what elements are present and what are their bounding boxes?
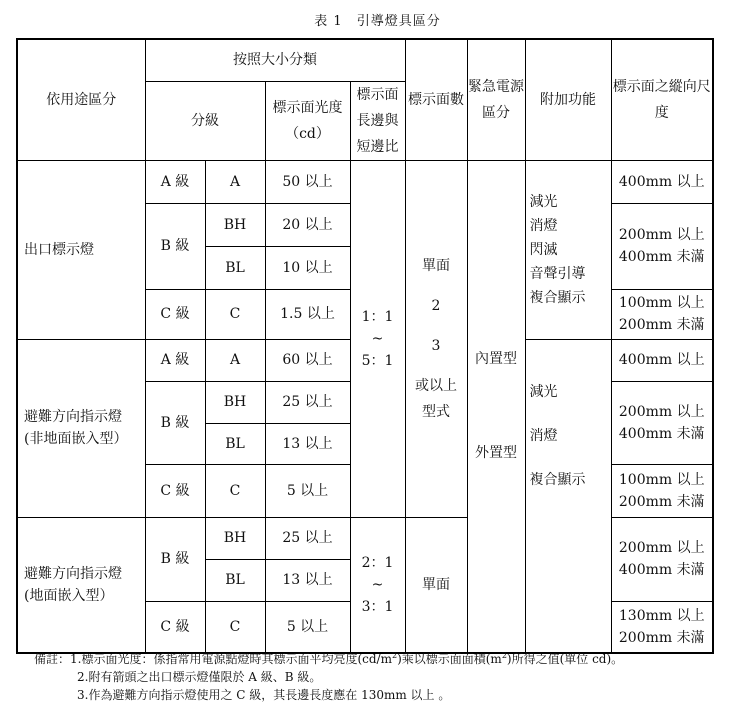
power-cell bbox=[467, 160, 525, 653]
grade-cell: B 級 bbox=[145, 203, 205, 289]
subgrade-cell: A bbox=[205, 339, 265, 381]
function-line: 消燈 bbox=[529, 217, 558, 234]
height-line: 200mm 以上 bbox=[618, 540, 705, 556]
row-label-corridor bbox=[17, 339, 145, 517]
luminance-cell: 50 以上 bbox=[265, 160, 350, 203]
subgrade-cell: C bbox=[205, 601, 265, 653]
function-cell-2 bbox=[525, 339, 611, 653]
subgrade-cell: BH bbox=[205, 381, 265, 423]
power-external: 外置型 bbox=[475, 445, 517, 462]
subgrade-cell: BL bbox=[205, 423, 265, 464]
subgrade-cell: A bbox=[205, 160, 265, 203]
header-use: 依用途區分 bbox=[17, 39, 145, 160]
subgrade-cell: BH bbox=[205, 517, 265, 559]
height-cell bbox=[611, 381, 713, 464]
function-cell-1 bbox=[525, 160, 611, 339]
height-cell: 400mm 以上 bbox=[611, 339, 713, 381]
grade-cell: C 級 bbox=[145, 464, 205, 517]
faces-cell-1 bbox=[405, 160, 467, 517]
table-notes bbox=[34, 650, 623, 704]
header-grade: 分級 bbox=[145, 81, 265, 160]
function-line: 減光 bbox=[529, 383, 558, 400]
faces-line: 或以上 bbox=[415, 377, 457, 394]
luminance-cell: 25 以上 bbox=[265, 381, 350, 423]
subgrade-cell: C bbox=[205, 464, 265, 517]
faces-line: 單面 bbox=[422, 257, 450, 274]
grade-cell: C 級 bbox=[145, 601, 205, 653]
faces-line: 3 bbox=[431, 337, 441, 354]
note-3: 3.作為避難方向指示燈使用之 C 級，其長邊長度應在 130mm 以上 。 bbox=[77, 688, 451, 702]
height-line: 200mm 以上 bbox=[618, 227, 705, 243]
ratio-line: 3：1 bbox=[361, 598, 394, 615]
luminance-cell: 13 以上 bbox=[265, 423, 350, 464]
height-cell bbox=[611, 601, 713, 653]
ratio-line: 1：1 bbox=[361, 308, 394, 325]
row-label-line: (地面嵌入型） bbox=[24, 587, 114, 604]
function-line: 複合顯示 bbox=[529, 289, 586, 306]
height-cell bbox=[611, 464, 713, 517]
luminance-cell: 60 以上 bbox=[265, 339, 350, 381]
luminance-cell: 25 以上 bbox=[265, 517, 350, 559]
row-label-exit: 出口標示燈 bbox=[17, 160, 145, 339]
ratio-line: 5：1 bbox=[361, 352, 394, 369]
row-label-line: 避難方向指示燈 bbox=[24, 565, 122, 582]
height-cell bbox=[611, 289, 713, 339]
header-function: 附加功能 bbox=[525, 39, 611, 160]
height-cell bbox=[611, 517, 713, 601]
height-line: 400mm 未滿 bbox=[618, 249, 705, 265]
table-title: 表 1 引導燈具區分 bbox=[314, 14, 441, 29]
height-line: 200mm 未滿 bbox=[618, 317, 705, 333]
header-luminance: 標示面光度（cd） bbox=[265, 81, 350, 160]
note-2: 2.附有箭頭之出口標示燈僅限於 A 級、B 級。 bbox=[77, 670, 322, 684]
function-line: 消燈 bbox=[529, 427, 558, 444]
faces-line: 2 bbox=[431, 297, 441, 314]
row-label-floor bbox=[17, 517, 145, 653]
note-1: 備註：1.標示面光度：係指常用電源點燈時其標示面平均亮度$(cd/m^2)$乘以標示面面積$(m^2)$所得之值(單位 cd)。 bbox=[34, 651, 624, 666]
header-power: 緊急電源區分 bbox=[467, 39, 525, 160]
height-line: 130mm 以上 bbox=[618, 607, 705, 624]
height-line: 200mm 以上 bbox=[618, 403, 705, 420]
height-line: 400mm 未滿 bbox=[618, 562, 705, 578]
header-faces: 標示面數 bbox=[405, 39, 467, 160]
ratio-line: ~ bbox=[371, 576, 384, 593]
luminance-cell: 13 以上 bbox=[265, 559, 350, 601]
height-line: 100mm 以上 bbox=[618, 295, 705, 311]
faces-cell-2: 單面 bbox=[405, 517, 467, 653]
header-size-group: 按照大小分類 bbox=[145, 39, 405, 81]
function-line: 減光 bbox=[529, 193, 558, 210]
height-cell bbox=[611, 203, 713, 289]
row-label-line: (非地面嵌入型） bbox=[24, 431, 128, 447]
luminance-cell: 20 以上 bbox=[265, 203, 350, 246]
subgrade-cell: BH bbox=[205, 203, 265, 246]
ratio-cell-2 bbox=[350, 517, 405, 653]
subgrade-cell: BL bbox=[205, 559, 265, 601]
grade-cell: C 級 bbox=[145, 289, 205, 339]
luminance-cell: 10 以上 bbox=[265, 246, 350, 289]
header-ratio: 標示面長邊與短邊比 bbox=[350, 81, 405, 160]
power-internal: 內置型 bbox=[475, 351, 517, 368]
faces-line: 型式 bbox=[422, 403, 450, 420]
luminance-cell: 5 以上 bbox=[265, 601, 350, 653]
height-cell: 400mm 以上 bbox=[611, 160, 713, 203]
function-line: 音聲引導 bbox=[529, 265, 586, 282]
height-line: 100mm 以上 bbox=[618, 471, 705, 488]
height-line: 200mm 未滿 bbox=[618, 629, 705, 646]
subgrade-cell: C bbox=[205, 289, 265, 339]
guide-light-classification-table bbox=[16, 38, 714, 654]
function-line: 閃滅 bbox=[529, 241, 558, 258]
luminance-cell: 1.5 以上 bbox=[265, 289, 350, 339]
function-line: 複合顯示 bbox=[529, 471, 586, 488]
grade-cell: B 級 bbox=[145, 517, 205, 601]
height-line: 200mm 未滿 bbox=[618, 493, 705, 510]
header-height: 標示面之縱向尺度 bbox=[611, 39, 713, 160]
table-row bbox=[17, 160, 713, 203]
height-line: 400mm 未滿 bbox=[618, 425, 705, 442]
luminance-cell: 5 以上 bbox=[265, 464, 350, 517]
grade-cell: B 級 bbox=[145, 381, 205, 464]
ratio-cell-1 bbox=[350, 160, 405, 517]
row-label-line: 避難方向指示燈 bbox=[24, 409, 122, 425]
ratio-line: ~ bbox=[371, 330, 384, 347]
ratio-line: 2：1 bbox=[361, 554, 394, 571]
grade-cell: A 級 bbox=[145, 339, 205, 381]
subgrade-cell: BL bbox=[205, 246, 265, 289]
grade-cell: A 級 bbox=[145, 160, 205, 203]
